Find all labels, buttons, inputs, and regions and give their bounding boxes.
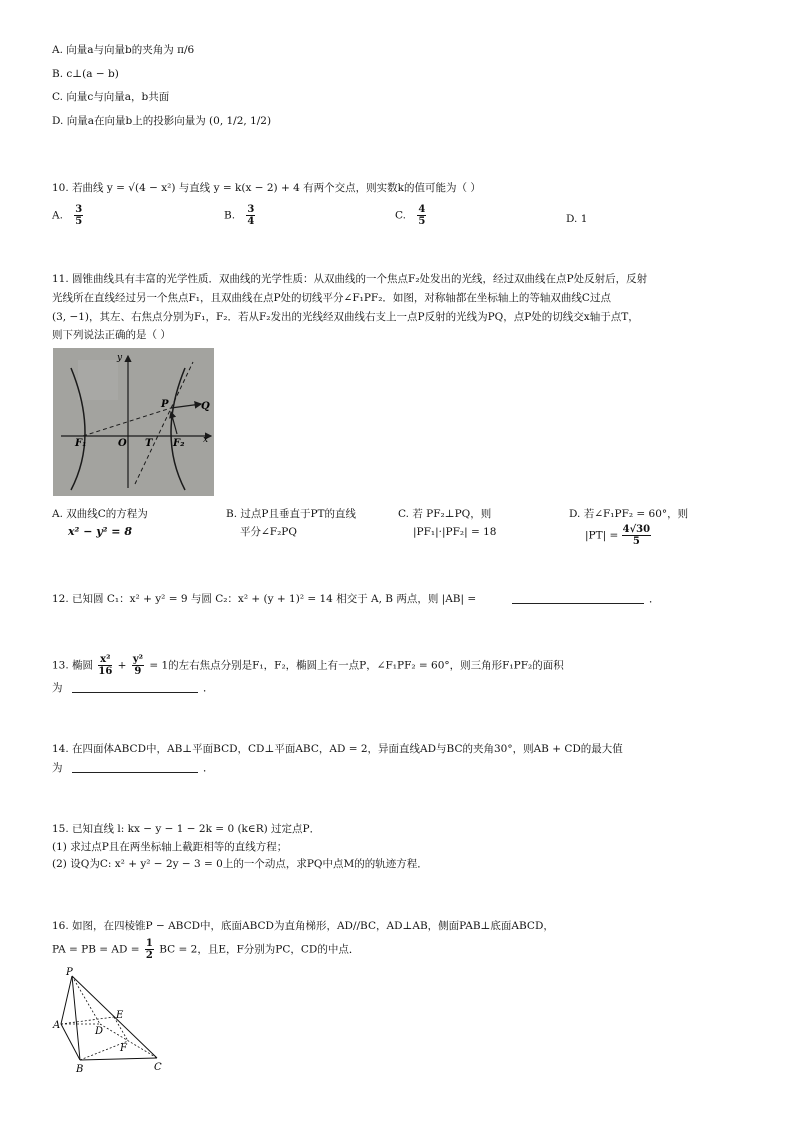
q9-option-c: C. 向量c与向量a，b共面 bbox=[52, 91, 170, 103]
q11-option-b-l1: B. 过点P且垂直于PT的直线 bbox=[226, 508, 357, 520]
label-p: P bbox=[161, 399, 169, 410]
q12-end: ． bbox=[649, 593, 660, 605]
q10-a-denominator: 5 bbox=[75, 216, 83, 227]
label-f2: F₂ bbox=[173, 438, 185, 449]
q11-option-c-l1: C. 若 PF₂⊥PQ，则 bbox=[398, 508, 492, 520]
edge-dc bbox=[100, 1024, 157, 1058]
q10-option-c: C. $\frac{4}{5}$ bbox=[395, 204, 426, 227]
q10-c-denominator: 5 bbox=[418, 216, 426, 227]
q16-frac-num: 1 bbox=[145, 938, 153, 949]
q10-a-numerator: 3 bbox=[75, 204, 83, 215]
q11-option-a-l2: x² − y² = 8 bbox=[68, 525, 132, 538]
label-y: y bbox=[117, 353, 123, 363]
q12-answer-blank[interactable] bbox=[512, 603, 644, 604]
q10-b-numerator: 3 bbox=[247, 204, 255, 215]
q11-option-d-l1: D. 若∠F₁PF₂ = 60°，则 bbox=[569, 508, 689, 520]
q14-line-2: 为 bbox=[52, 762, 63, 774]
q11-line-3: (3, −1)，其左、右焦点分别为F₁，F₂．若从F₂发出的光线经双曲线右支上一点P反射的光线为PQ，点P处的切线交x轴于点T， bbox=[52, 311, 639, 323]
q10-option-a: A. $\frac{3}{5}$ bbox=[52, 204, 83, 227]
q15-line-1: 15. 已知直线 l: kx − y − 1 − 2k = 0 (k∈R) 过定点P． bbox=[52, 823, 321, 835]
q12-text: 12. 已知圆 C₁：x² + y² = 9 与圆 C₂：x² + (y + 1)² = 14 相交于 A, B 两点，则 |AB| = bbox=[52, 593, 477, 605]
edge-pc bbox=[72, 976, 157, 1058]
label-p: P bbox=[66, 967, 73, 978]
q11-hyperbola-diagram bbox=[53, 348, 214, 496]
label-f: F bbox=[120, 1043, 127, 1054]
q10-option-d: D. 1 bbox=[566, 213, 588, 225]
q9-option-a: A. 向量a与向量b的夹角为 π/6 bbox=[52, 44, 195, 56]
q16-frac-den: 2 bbox=[145, 950, 153, 961]
q16-pyramid-figure bbox=[50, 966, 170, 1074]
q13-answer-blank[interactable] bbox=[72, 692, 198, 693]
q13-frac1-num: x² bbox=[100, 654, 111, 665]
q11-option-a-l1: A. 双曲线C的方程为 bbox=[52, 508, 148, 520]
q14-end: ． bbox=[203, 762, 214, 774]
q13-line-2: 为 bbox=[52, 682, 63, 694]
q11-d-numerator: 4√30 bbox=[622, 524, 651, 535]
q11-line-1: 11. 圆锥曲线具有丰富的光学性质．双曲线的光学性质：从双曲线的一个焦点F₂处发出的光线，经过双曲线在点P处反射后，反射 bbox=[52, 273, 648, 285]
q9-option-d: D. 向量a在向量b上的投影向量为 (0, 1/2, 1/2) bbox=[52, 115, 272, 127]
q13-frac2-num: y² bbox=[132, 654, 144, 665]
label-f1: F₁ bbox=[75, 438, 87, 449]
label-x: x bbox=[203, 435, 209, 445]
q14-answer-blank[interactable] bbox=[72, 772, 198, 773]
q13-line-1: 13. 椭圆 $\frac{\text{x²}}{16}$ + $\frac{\text{y²}}{9}$ = 1的左右焦点分别是F₁，F₂，椭圆上有一点P，∠F₁PF₂ = 60°，则三角形F₁PF₂的面积 bbox=[52, 654, 564, 677]
q15-line-3: (2) 设Q为C: x² + y² − 2y − 3 = 0上的一个动点，求PQ中点M的的轨迹方程． bbox=[52, 858, 428, 870]
q10-stem: 10. 若曲线 y = √(4 − x²) 与直线 y = k(x − 2) + 4 有两个交点，则实数k的值可能为（ ） bbox=[52, 182, 481, 194]
q11-line-4: 则下列说法正确的是（ ） bbox=[52, 329, 171, 341]
q15-line-2: (1) 求过点P且在两坐标轴上截距相等的直线方程； bbox=[52, 841, 288, 853]
q13-frac1-den: 16 bbox=[98, 666, 113, 677]
q11-line-2: 光线所在直线经过另一个焦点F₁，且双曲线在点P处的切线平分∠F₁PF₂．如图，对称轴都在坐标轴上的等轴双曲线C过点 bbox=[52, 292, 611, 304]
label-t: T bbox=[145, 438, 153, 449]
q16-line-1: 16. 如图，在四棱锥P − ABCD中，底面ABCD为直角梯形，AD//BC，AD⊥AB，侧面PAB⊥底面ABCD， bbox=[52, 920, 554, 932]
q13-end: ． bbox=[203, 682, 214, 694]
label-a: A bbox=[53, 1020, 61, 1031]
q11-option-b-l2: 平分∠F₂PQ bbox=[240, 526, 297, 538]
q9-option-b: B. c⊥(a − b) bbox=[52, 68, 119, 80]
q11-d-denominator: 5 bbox=[632, 536, 640, 547]
segment-ae bbox=[61, 1017, 114, 1024]
label-b: B bbox=[76, 1064, 84, 1074]
label-o: O bbox=[118, 438, 127, 449]
q10-option-b: B. $\frac{3}{4}$ bbox=[224, 204, 255, 227]
q11-hyperbola-figure bbox=[53, 348, 214, 496]
q10-b-denominator: 4 bbox=[247, 216, 255, 227]
q14-line-1: 14. 在四面体ABCD中，AB⊥平面BCD，CD⊥平面ABC，AD = 2，异面直线AD与BC的夹角30°，则AB + CD的最大值 bbox=[52, 743, 623, 755]
label-c: C bbox=[154, 1062, 162, 1073]
label-q: Q bbox=[201, 401, 210, 412]
q11-option-d-l2: |PT| = $\frac{4√30}{5}$ bbox=[585, 524, 651, 547]
q11-option-c-l2: |PF₁|·|PF₂| = 18 bbox=[413, 526, 497, 538]
q10-c-numerator: 4 bbox=[418, 204, 426, 215]
edge-bc bbox=[80, 1058, 157, 1060]
q16-line-2: PA = PB = AD = $\frac{1}{2}$ BC = 2，且E，F分别为PC，CD的中点． bbox=[52, 938, 360, 961]
label-d: D bbox=[95, 1026, 104, 1037]
edge-pa bbox=[61, 976, 72, 1024]
label-e: E bbox=[116, 1010, 124, 1021]
q13-frac2-den: 9 bbox=[134, 666, 142, 677]
